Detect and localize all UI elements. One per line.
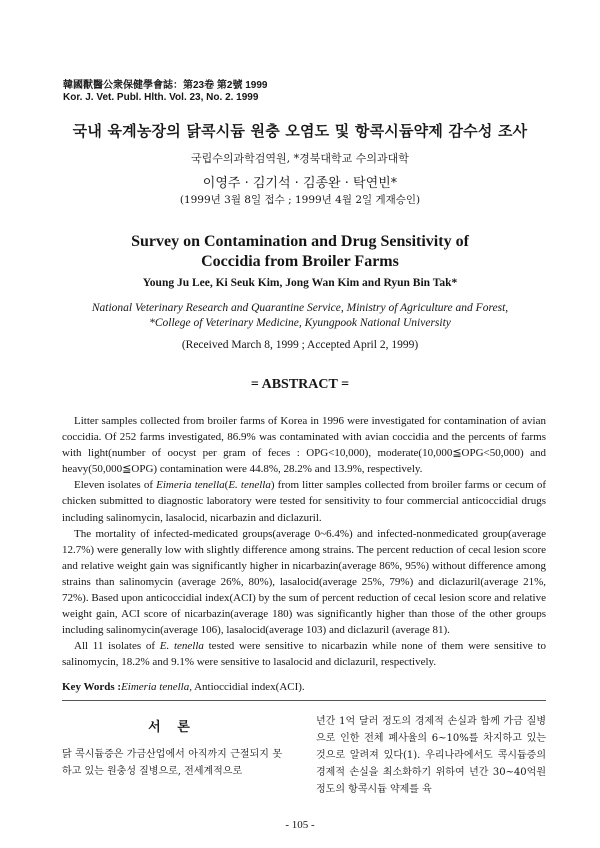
key-words-species: Eimeria tenella, xyxy=(121,681,192,693)
key-words-label: Key Words : xyxy=(62,681,122,693)
abstract-p4-text-b: tested were sensitive to nicarbazin while none of them were sensitive to salinomycin, 18.2% and 9.1% were sensitive to lasalocid and diclazuril, respectively. xyxy=(62,640,546,669)
abstract-p2-text-b: ( xyxy=(224,479,229,492)
journal-korean-citation: 韓國獸醫公衆保健學會誌：第23卷 第2號 1999 xyxy=(63,80,268,91)
body-column-right xyxy=(316,713,546,798)
abstract-p4-species: E. tenella xyxy=(159,640,204,653)
korean-affiliation: 국립수의과학검역원, *경북대학교 수의과대학 xyxy=(191,152,409,165)
introduction-text-right: 년간 1억 달러 정도의 경제적 손실과 함께 가금 질병으로 인한 전체 폐사율의 6~10%를 차지하고 있는 것으로 알려져 있다(1). 우리나라에서도 콕시듐증의 경제적 손실을 최소화하기 위하여 년간 30~40억원 정도의 항콕시듐 약제를 육 xyxy=(316,716,546,795)
abstract-p4-text-a: All 11 isolates of xyxy=(74,640,160,653)
english-title xyxy=(0,232,600,272)
body-column-left xyxy=(62,713,282,780)
introduction-text-left: 닭 콕시듐증은 가금산업에서 아직까지 근절되지 못하고 있는 원충성 질병으로, 전세계적으로 xyxy=(62,749,282,777)
abstract-heading: = ABSTRACT = xyxy=(250,377,350,392)
abstract-paragraph-4 xyxy=(62,638,546,670)
page-number: - 105 - xyxy=(285,819,315,831)
abstract-paragraph-2 xyxy=(62,477,546,525)
english-dates: (Received March 8, 1999 ; Accepted April 2, 1999) xyxy=(181,339,419,351)
english-title-line1: Survey on Contamination and Drug Sensitivity of xyxy=(131,233,469,250)
key-words-rest: Antioccidial index(ACI). xyxy=(191,681,305,693)
introduction-heading: 서 론 xyxy=(148,720,196,735)
english-title-line2: Coccidia from Broiler Farms xyxy=(201,253,399,270)
abstract-paragraph-1: Litter samples collected from broiler farms of Korea in 1996 were investigated for contamination of avian coccidia. Of 252 farms investigated, 86.9% was contaminated with avian coccidia and the percents of farms with light(number of oocyst per gram of feces : OPG<10,000), moderate(10,000≦OPG<50,000) and heavy(50,000≦OPG) contamination were 44.8%, 28.2% and 13.9%, respectively. xyxy=(62,415,546,476)
journal-english-citation: Kor. J. Vet. Publ. Hlth. Vol. 23, No. 2. 1999 xyxy=(63,92,259,103)
korean-authors: 이영주 · 김기석 · 김종완 · 탁연빈* xyxy=(202,176,398,191)
divider-rule xyxy=(62,700,546,701)
english-affiliation-line1: National Veterinary Research and Quarantine Service, Ministry of Agriculture and Forest, xyxy=(91,302,509,314)
english-affiliation-line2: *College of Veterinary Medicine, Kyungpook National University xyxy=(149,317,451,329)
key-words xyxy=(62,681,305,693)
english-affiliation xyxy=(0,301,600,331)
english-authors: Young Ju Lee, Ki Seuk Kim, Jong Wan Kim and Ryun Bin Tak* xyxy=(142,277,458,289)
abstract-p2-species-abbrev: E. tenella xyxy=(228,479,271,492)
abstract-p2-text-c: ) from litter samples collected from broiler farms or cecum of chicken submitted to diagnostic laboratory were tested for sensitivity to four commercial anticoccidial drugs including salinomycin, lasalocid, nicarbazin and diclazuril. xyxy=(62,479,546,524)
abstract-p2-species: Eimeria tenella xyxy=(156,479,225,492)
abstract-paragraph-3: The mortality of infected-medicated groups(average 0~6.4%) and infected-nonmedicated group(average 12.7%) were generally low with slightly difference among strains. The percent reduction of cecal lesion score and relative weight gain was significantly higher in nicarbazin(average 86%, 95%) without difference among strains than salinomycin (average 26%, 80%), lasalocid(average 25%, 79%) and diclazuril(average 21%, 72%). Based upon anticoccidial index(ACI) by the sum of percent reduction of cecal lesion score and relative weight gain, ACI score of nicarbazin(average 180) was significantly higher than those of the other groups including salinomycin(average 106), lasalocid(average 103) and diclazuril (average 81). xyxy=(62,527,546,637)
journal-header xyxy=(63,80,268,104)
korean-dates: (1999년 3월 8일 접수 ; 1999년 4월 2일 게재승인) xyxy=(179,194,421,206)
abstract-body xyxy=(62,413,546,671)
korean-title: 국내 육계농장의 닭콕시듐 원충 오염도 및 항콕시듐약제 감수성 조사 xyxy=(72,122,528,140)
abstract-p2-text-a: Eleven isolates of xyxy=(74,479,157,492)
